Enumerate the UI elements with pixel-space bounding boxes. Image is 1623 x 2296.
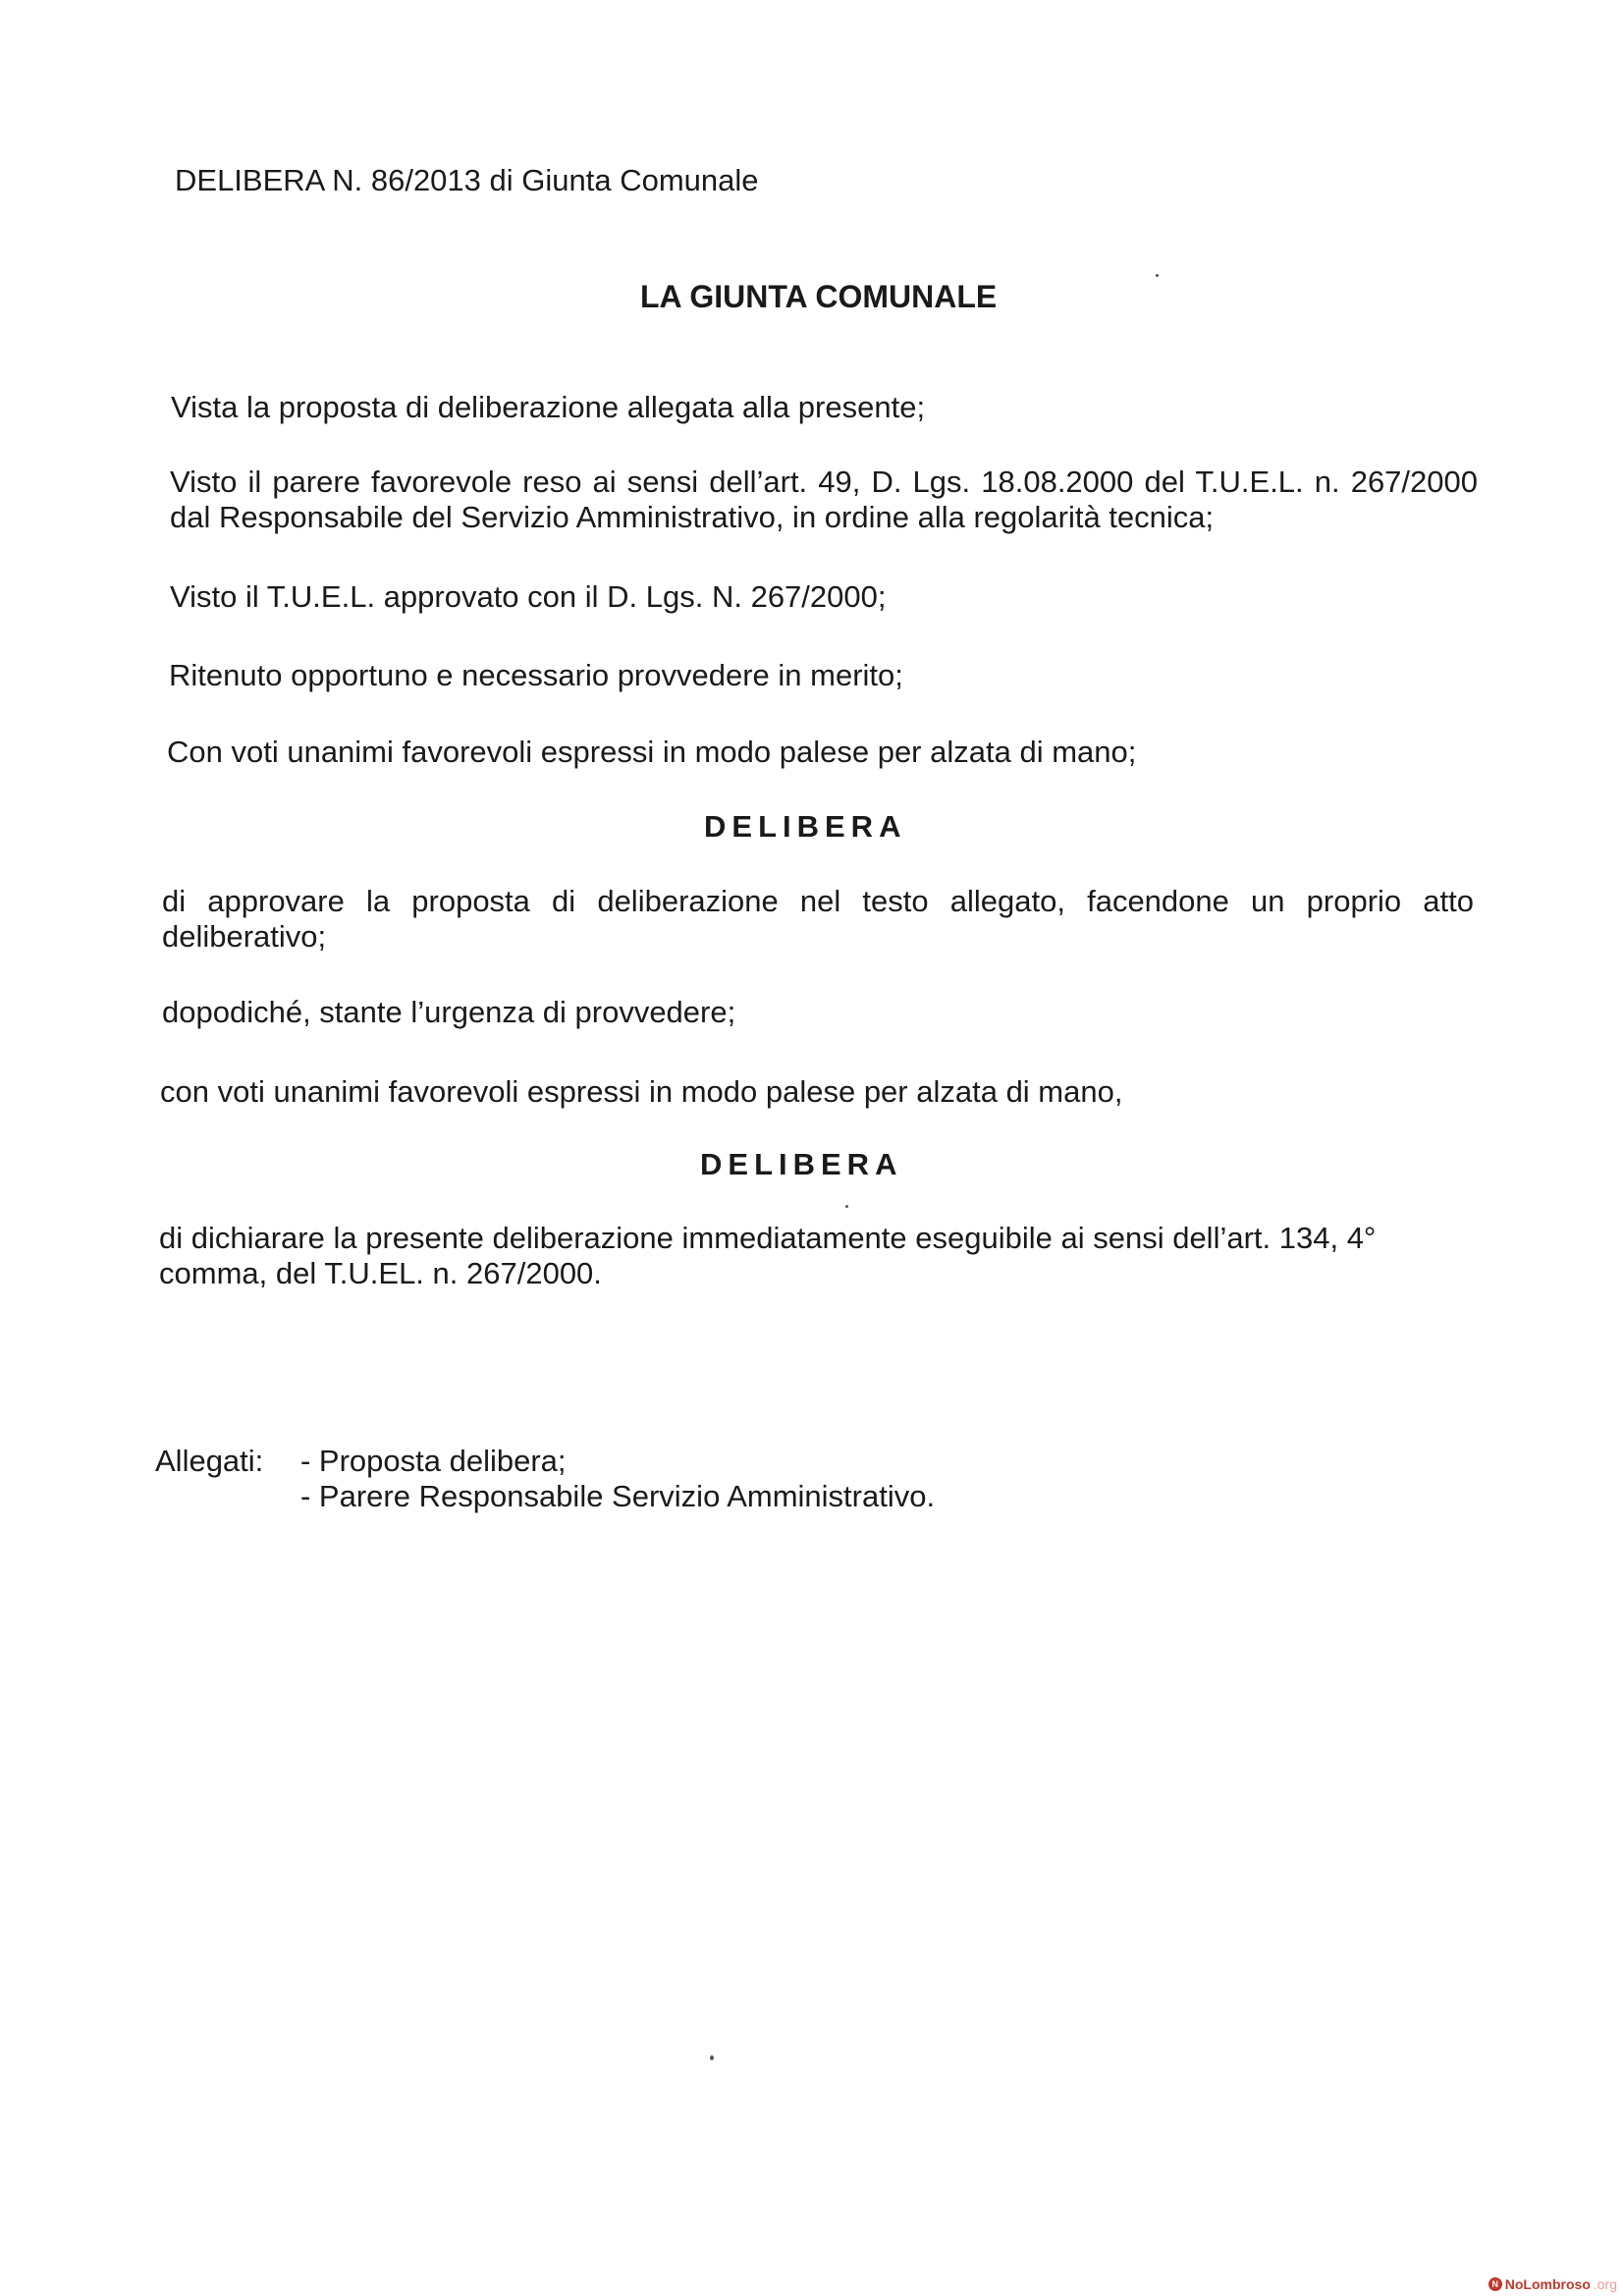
second-vote-statement: con voti unanimi favorevoli espressi in modo palese per alzata di mano, — [160, 1074, 1123, 1109]
premise-proposal: Vista la proposta di deliberazione allegata alla presente; — [171, 390, 926, 424]
site-watermark — [1488, 2276, 1617, 2292]
scan-speck — [710, 2055, 714, 2060]
urgency-statement: dopodiché, stante l’urgenza di provvedere; — [162, 995, 736, 1029]
attachment-item: - Proposta delibera; — [300, 1444, 567, 1478]
delibera-heading-1: DELIBERA — [704, 809, 907, 844]
watermark-logo-icon: N — [1488, 2277, 1502, 2291]
premise-deemed-necessary: Ritenuto opportuno e necessario provvedere in merito; — [169, 658, 903, 692]
resolution-approve: di approvare la proposta di deliberazione nel testo allegato, facendone un proprio atto deliberativo; — [162, 884, 1474, 954]
scan-speck — [1156, 274, 1159, 277]
delibera-heading-2: DELIBERA — [700, 1147, 903, 1181]
watermark-domain: .org — [1593, 2276, 1617, 2292]
premise-technical-opinion: Visto il parere favorevole reso ai sensi dell’art. 49, D. Lgs. 18.08.2000 del T.U.E.L. n. 267/2000 dal Responsabile del Servizio Amministrativo, in ordine alla regolarità tecnica; — [170, 465, 1478, 534]
document-title: LA GIUNTA COMUNALE — [640, 279, 998, 314]
watermark-brand: NoLombroso — [1504, 2276, 1591, 2292]
premise-unanimous-vote: Con voti unanimi favorevoli espressi in modo palese per alzata di mano; — [167, 735, 1137, 769]
document-header: DELIBERA N. 86/2013 di Giunta Comunale — [175, 163, 759, 197]
attachments-label: Allegati: — [155, 1444, 264, 1478]
scan-speck — [845, 1205, 848, 1208]
premise-tuel: Visto il T.U.E.L. approvato con il D. Lgs. N. 267/2000; — [170, 579, 887, 614]
resolution-immediate-execution: di dichiarare la presente deliberazione immediatamente eseguibile ai sensi dell’art. 134, 4° comma, del T.U.EL. n. 267/2000. — [159, 1221, 1377, 1290]
attachment-item: - Parere Responsabile Servizio Amministrativo. — [300, 1479, 936, 1513]
attachments-list — [300, 1444, 935, 1514]
